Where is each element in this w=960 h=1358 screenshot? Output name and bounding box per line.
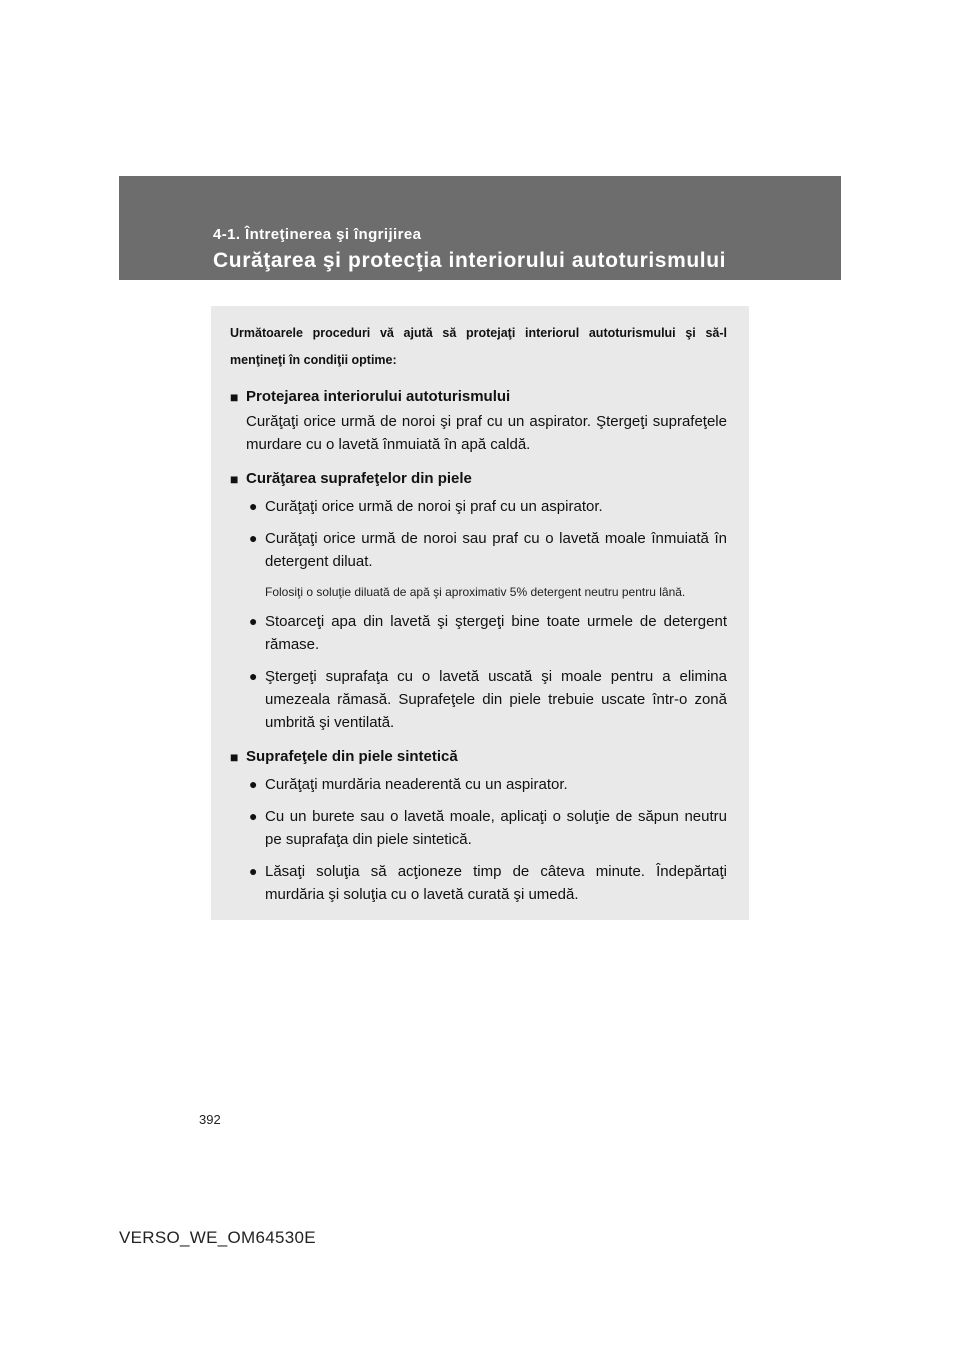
list-item [230,773,727,796]
list-item-text: Ştergeţi suprafaţa cu o lavetă uscată şi moale pentru a elimina umezeala rămasă. Suprafeţele din piele trebuie uscate într-o zonă umbrită şi ventilată. [265,668,727,731]
note-text: Folosiţi o soluţie diluată de apă şi aproximativ 5% detergent neutru pentru lână. [265,585,686,599]
section-heading-text: Curăţarea suprafeţelor din piele [246,470,472,487]
section-label: 4-1. Întreţinerea şi îngrijirea [213,226,422,243]
list-item [230,527,727,573]
list-item-text: Curăţaţi orice urmă de noroi sau praf cu o lavetă moale înmuiată în detergent diluat. [265,530,727,570]
content-box [211,306,749,920]
section-heading [230,387,727,407]
section-paragraph: Curăţaţi orice urmă de noroi şi praf cu un aspirator. Ştergeţi suprafeţele murdare cu o lavetă înmuiată în apă caldă. [246,413,727,453]
square-bullet-icon: ■ [230,749,239,765]
list-item [230,665,727,734]
list-item-text: Curăţaţi orice urmă de noroi şi praf cu un aspirator. [265,498,603,515]
list-item-text: Stoarceţi apa din lavetă şi ştergeţi bine toate urmele de detergent rămase. [265,613,727,653]
bullet-dot-icon: ● [249,776,258,792]
bullet-dot-icon: ● [249,808,258,824]
page-number: 392 [199,1112,221,1127]
list-item [230,805,727,851]
bullet-dot-icon: ● [249,530,258,546]
list-item [230,495,727,518]
page-title: Curăţarea şi protecţia interiorului autoturismului [213,249,727,272]
square-bullet-icon: ■ [230,471,239,487]
list-item-text: Lăsaţi soluţia să acţioneze timp de câteva minute. Îndepărtaţi murdăria şi soluţia cu o lavetă curată şi umedă. [265,863,727,903]
section-leather [230,469,727,734]
bullet-dot-icon: ● [249,613,258,629]
list-item-text: Curăţaţi murdăria neaderentă cu un aspirator. [265,776,568,793]
bullet-dot-icon: ● [249,668,258,684]
section-heading-text: Suprafeţele din piele sintetică [246,748,458,765]
bullet-dot-icon: ● [249,863,258,879]
footer-code: VERSO_WE_OM64530E [119,1228,316,1247]
intro-text: Următoarele proceduri vă ajută să protejaţi interiorul autoturismului şi să-l menţineţi în condiţii optime: [230,326,727,367]
list-item-text: Cu un burete sau o lavetă moale, aplicaţi o soluţie de săpun neutru pe suprafaţa din piele sintetică. [265,808,727,848]
square-bullet-icon: ■ [230,389,239,405]
section-heading [230,469,727,489]
header-banner [119,176,841,280]
bullet-dot-icon: ● [249,498,258,514]
list-item [230,610,727,656]
section-synthetic [230,747,727,906]
list-item [230,860,727,906]
section-protect [230,387,727,456]
section-heading [230,747,727,767]
section-heading-text: Protejarea interiorului autoturismului [246,388,511,405]
